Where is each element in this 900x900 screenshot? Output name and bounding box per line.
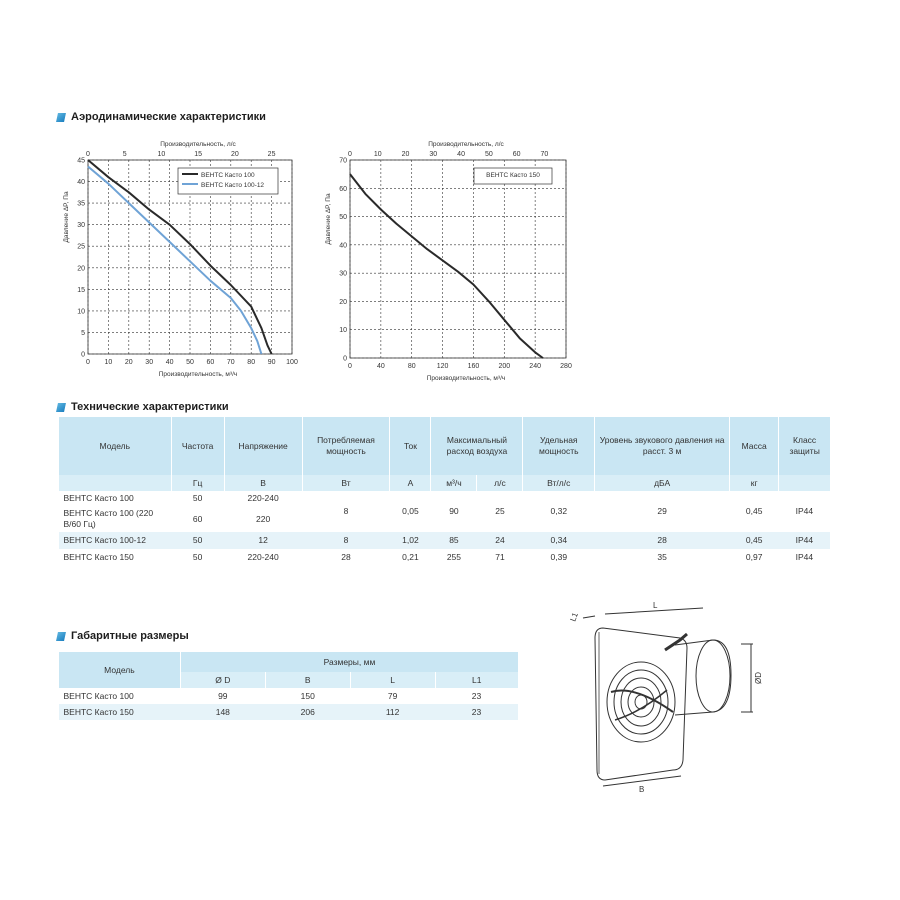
noise-cell: 28 — [595, 532, 730, 549]
m3h-cell: 90 — [449, 506, 459, 516]
table-row — [59, 532, 831, 549]
x-tick-label: 100 — [286, 359, 298, 366]
l-cell: 112 — [350, 704, 435, 720]
table-row — [59, 549, 831, 565]
x-tick-label: 0 — [86, 359, 90, 366]
y-tick-label: 20 — [77, 265, 85, 273]
y-tick-label: 40 — [77, 179, 85, 187]
l1-cell: 23 — [471, 690, 482, 701]
top-tick-label: 25 — [267, 151, 276, 158]
freq-cell: 50 — [171, 532, 224, 549]
col-d: Ø D — [180, 672, 265, 688]
col-current: Ток — [390, 417, 431, 475]
chart-legend — [474, 168, 552, 184]
x-tick-label: 240 — [529, 363, 541, 370]
fan-body-outline — [675, 640, 731, 715]
y-tick-label: 35 — [77, 200, 85, 208]
spec-cell: 0,32 — [550, 506, 568, 516]
x-tick-label: 160 — [467, 363, 480, 370]
noise-cell: 35 — [657, 551, 667, 562]
col-dimensions-group: Размеры, мм — [180, 652, 518, 672]
fan-dimension-drawing — [555, 600, 795, 830]
dims-table — [58, 652, 518, 720]
volt-cell: 220 — [256, 513, 271, 524]
label-d: ØD — [754, 672, 763, 684]
col-l1: L1 — [435, 672, 518, 688]
top-tick-label: 70 — [540, 151, 549, 158]
unit-cell: Вт/л/с — [523, 475, 595, 491]
y-axis-label: Давление ΔP, Па — [63, 191, 70, 243]
aero-chart-kasto-100 — [50, 128, 315, 390]
dim-line-l1 — [583, 616, 595, 618]
x-tick-label: 0 — [348, 363, 352, 370]
model-cell: ВЕНТС Касто 100 (220 В/60 Гц) — [63, 508, 154, 529]
mass-cell: 0,45 — [745, 506, 763, 516]
y-axis-label: Давление ΔP, Па — [325, 193, 332, 245]
x-tick-label: 70 — [226, 359, 235, 366]
volt-cell: 220-240 — [247, 493, 279, 503]
dims-section-title: Габаритные размеры — [57, 630, 189, 642]
current-cell: 0,05 — [402, 506, 419, 516]
tech-table — [58, 417, 830, 565]
d-cell: 148 — [180, 704, 265, 720]
y-tick-label: 40 — [339, 242, 347, 250]
top-tick-label: 30 — [429, 151, 438, 158]
x-tick-label: 90 — [267, 359, 276, 366]
x-axis-label: Производительность, м³/ч — [158, 371, 238, 378]
top-tick-label: 0 — [86, 151, 90, 158]
x-tick-label: 50 — [186, 359, 194, 366]
col-model: Модель — [59, 417, 172, 475]
y-tick-label: 10 — [77, 308, 85, 316]
x-tick-label: 10 — [104, 359, 113, 366]
current-cell: 1,02 — [390, 532, 431, 549]
label-b: B — [639, 785, 645, 794]
freq-cell: 50 — [192, 551, 203, 562]
fan-duct-ellipse — [696, 640, 730, 712]
top-tick-label: 20 — [401, 151, 410, 158]
x-tick-label: 80 — [407, 363, 416, 370]
top-axis-label: Производительность, л/с — [160, 141, 236, 148]
fan-grill-outer — [607, 662, 675, 742]
top-tick-label: 40 — [457, 151, 465, 158]
unit-cell — [779, 475, 830, 491]
col-model: Модель — [59, 652, 181, 688]
x-tick-label: 80 — [247, 359, 256, 366]
y-tick-label: 10 — [339, 327, 347, 335]
top-tick-label: 10 — [373, 151, 382, 158]
top-tick-label: 15 — [194, 151, 203, 158]
mass-cell: 0,97 — [745, 551, 763, 562]
top-axis-label: Производительность, л/с — [428, 141, 504, 148]
col-l: L — [350, 672, 435, 688]
y-tick-label: 50 — [339, 214, 347, 222]
table-row — [59, 491, 831, 506]
d-cell: 99 — [218, 690, 228, 701]
col-mass: Масса — [730, 417, 779, 475]
model-cell: ВЕНТС Касто 150 — [63, 551, 134, 562]
unit-cell: кг — [730, 475, 779, 491]
y-tick-label: 45 — [77, 157, 85, 165]
power-cell: 8 — [343, 506, 349, 516]
y-tick-label: 5 — [81, 329, 85, 337]
col-specific-power: Удельная мощность — [523, 417, 595, 475]
y-tick-label: 20 — [339, 298, 347, 306]
unit-cell: дБА — [595, 475, 730, 491]
unit-cell: В — [224, 475, 302, 491]
top-tick-label: 10 — [157, 151, 166, 158]
fan-front-panel — [595, 628, 687, 780]
b-cell: 206 — [265, 704, 350, 720]
aero-chart-kasto-150 — [318, 128, 578, 390]
dim-line-d — [741, 644, 753, 712]
x-tick-label: 20 — [124, 359, 133, 366]
ip-cell: IP44 — [795, 506, 814, 516]
top-tick-label: 50 — [484, 151, 493, 158]
model-cell: ВЕНТС Касто 100 — [63, 690, 134, 701]
legend-label: ВЕНТС Касто 150 — [486, 172, 540, 179]
m3h-cell: 85 — [431, 532, 477, 549]
freq-cell: 60 — [192, 513, 203, 524]
col-airflow: Максимальный расход воздуха — [431, 417, 523, 475]
noise-cell: 29 — [657, 506, 667, 516]
ls-cell: 24 — [477, 532, 523, 549]
legend-label: ВЕНТС Касто 100-12 — [201, 182, 265, 189]
ls-cell: 25 — [495, 506, 505, 516]
spec-cell: 0,39 — [550, 551, 568, 562]
label-l1: L1 — [568, 611, 580, 623]
col-voltage: Напряжение — [224, 417, 302, 475]
section-marker-icon — [56, 632, 66, 641]
table-row — [59, 688, 519, 704]
ip-cell: IP44 — [779, 532, 830, 549]
b-cell: 150 — [300, 690, 315, 701]
power-cell: 28 — [341, 551, 351, 562]
unit-cell: А — [390, 475, 431, 491]
label-l: L — [653, 601, 658, 610]
legend-label: ВЕНТС Касто 100 — [201, 172, 255, 179]
col-ip: Класс защиты — [779, 417, 830, 475]
x-tick-label: 40 — [165, 359, 174, 366]
y-tick-label: 15 — [77, 286, 85, 294]
y-tick-label: 60 — [339, 185, 347, 193]
top-tick-label: 5 — [122, 151, 127, 158]
x-axis-label: Производительность, м³/ч — [426, 375, 506, 382]
volt-cell: 220-240 — [247, 551, 279, 562]
ls-cell: 71 — [495, 551, 505, 562]
chart-legend — [178, 168, 278, 194]
y-tick-label: 0 — [343, 355, 347, 363]
y-tick-label: 0 — [81, 351, 85, 359]
section-marker-icon — [56, 403, 66, 412]
spec-cell: 0,34 — [523, 532, 595, 549]
unit-cell: м³/ч — [431, 475, 477, 491]
col-b: B — [265, 672, 350, 688]
freq-cell: 50 — [192, 493, 203, 503]
unit-cell: л/с — [477, 475, 523, 491]
l1-cell: 23 — [435, 704, 518, 720]
x-tick-label: 60 — [206, 359, 215, 366]
col-frequency: Частота — [171, 417, 224, 475]
unit-cell: Гц — [171, 475, 224, 491]
x-tick-label: 280 — [560, 363, 572, 370]
col-power: Потребляемая мощность — [302, 417, 390, 475]
table-row — [59, 704, 519, 720]
model-cell: ВЕНТС Касто 150 — [59, 704, 181, 720]
mass-cell: 0,45 — [730, 532, 779, 549]
y-tick-label: 25 — [77, 243, 85, 251]
unit-cell: Вт — [302, 475, 390, 491]
x-tick-label: 120 — [436, 363, 449, 370]
l-cell: 79 — [387, 690, 398, 701]
y-tick-label: 70 — [339, 157, 347, 165]
model-cell: ВЕНТС Касто 100-12 — [59, 532, 172, 549]
power-cell: 8 — [302, 532, 390, 549]
aero-section-title: Аэродинамические характеристики — [57, 111, 266, 123]
model-cell: ВЕНТС Касто 100 — [63, 493, 134, 503]
col-noise: Уровень звукового давления на расст. 3 м — [595, 417, 730, 475]
section-marker-icon — [56, 113, 66, 122]
series-line-1 — [350, 174, 543, 358]
m3h-cell: 255 — [446, 551, 462, 562]
unit-cell — [59, 475, 172, 491]
top-tick-label: 20 — [230, 151, 239, 158]
x-tick-label: 40 — [376, 363, 385, 370]
top-tick-label: 0 — [348, 151, 352, 158]
y-tick-label: 30 — [77, 222, 85, 230]
x-tick-label: 200 — [498, 363, 511, 370]
volt-cell: 12 — [224, 532, 302, 549]
top-tick-label: 60 — [512, 151, 521, 158]
series-line-2 — [88, 167, 261, 355]
x-tick-label: 30 — [145, 359, 154, 366]
current-cell: 0,21 — [402, 551, 419, 562]
tech-section-title: Технические характеристики — [57, 401, 229, 413]
y-tick-label: 30 — [339, 270, 347, 278]
plot-frame — [350, 160, 566, 358]
ip-cell: IP44 — [795, 551, 814, 562]
